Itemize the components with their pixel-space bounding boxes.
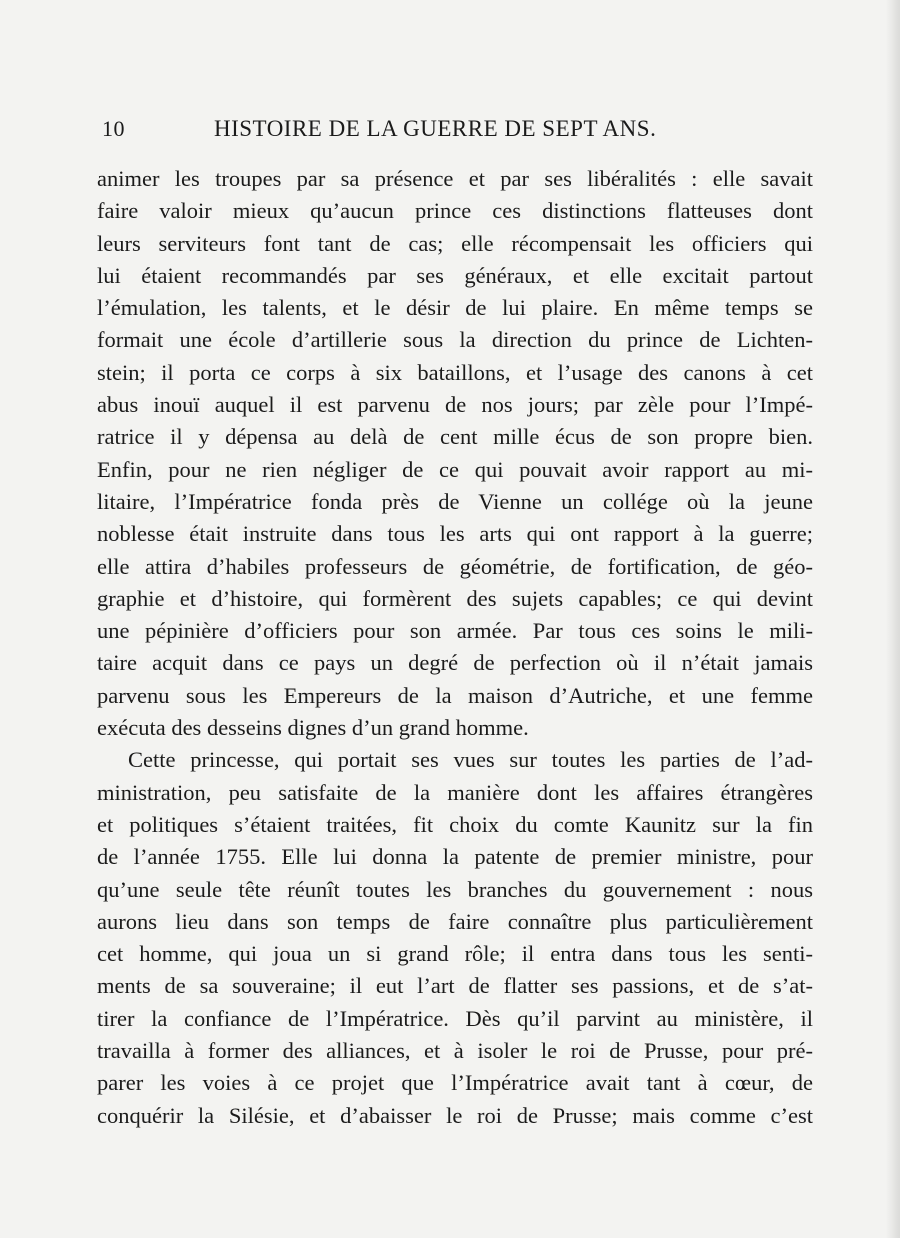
text-line: ratrice il y dépensa au delà de cent mille écus de son propre bien.	[97, 424, 813, 450]
text-line: taire acquit dans ce pays un degré de perfection où il n’était jamais	[97, 650, 813, 676]
text-line: une pépinière d’officiers pour son armée. Par tous ces soins le mili-	[97, 618, 813, 644]
text-line: Enfin, pour ne rien négliger de ce qui pouvait avoir rapport au mi-	[97, 456, 813, 482]
text-line: l’émulation, les talents, et le désir de lui plaire. En même temps se	[97, 295, 813, 321]
text-line: conquérir la Silésie, et d’abaisser le roi de Prusse; mais comme c’est	[97, 1102, 813, 1128]
text-line: travailla à former des alliances, et à isoler le roi de Prusse, pour pré-	[97, 1038, 813, 1064]
running-title: HISTOIRE DE LA GUERRE DE SEPT ANS.	[214, 116, 657, 141]
text-line: ministration, peu satisfaite de la manière dont les affaires étrangères	[97, 779, 813, 805]
paragraph-start-line: Cette princesse, qui portait ses vues sur toutes les parties de l’ad-	[128, 747, 813, 773]
body-text	[97, 163, 813, 1132]
page-number: 10	[102, 116, 125, 141]
text-line: parer les voies à ce projet que l’Impératrice avait tant à cœur, de	[97, 1070, 813, 1096]
text-line: lui étaient recommandés par ses généraux, et elle excitait partout	[97, 262, 813, 288]
text-line: faire valoir mieux qu’aucun prince ces distinctions flatteuses dont	[97, 198, 813, 224]
text-line: animer les troupes par sa présence et par ses libéralités : elle savait	[97, 166, 813, 191]
text-line: abus inouï auquel il est parvenu de nos jours; par zèle pour l’Impé-	[97, 392, 813, 418]
text-line: leurs serviteurs font tant de cas; elle récompensait les officiers qui	[97, 230, 813, 256]
text-line: litaire, l’Impératrice fonda près de Vienne un collége où la jeune	[97, 488, 813, 514]
running-head	[102, 116, 822, 150]
paragraph-end-line: exécuta des desseins dignes d’un grand homme.	[97, 715, 529, 741]
text-line: elle attira d’habiles professeurs de géométrie, de fortification, de géo-	[97, 553, 813, 579]
text-line: cet homme, qui joua un si grand rôle; il entra dans tous les senti-	[97, 941, 813, 967]
text-line: stein; il porta ce corps à six bataillons, et l’usage des canons à cet	[97, 359, 813, 385]
text-line: tirer la confiance de l’Impératrice. Dès qu’il parvint au ministère, il	[97, 1005, 813, 1031]
text-line: de l’année 1755. Elle lui donna la patente de premier ministre, pour	[97, 844, 813, 870]
text-line: formait une école d’artillerie sous la direction du prince de Lichten-	[97, 327, 813, 353]
text-line: et politiques s’étaient traitées, fit choix du comte Kaunitz sur la fin	[97, 811, 813, 837]
text-line: noblesse était instruite dans tous les arts qui ont rapport à la guerre;	[97, 521, 813, 547]
text-line: aurons lieu dans son temps de faire connaître plus particulièrement	[97, 908, 813, 934]
text-line: qu’une seule tête réunît toutes les branches du gouvernement : nous	[97, 876, 813, 902]
page-edge-shadow	[886, 0, 900, 1238]
text-line: ments de sa souveraine; il eut l’art de flatter ses passions, et de s’at-	[97, 973, 813, 999]
text-line: parvenu sous les Empereurs de la maison d’Autriche, et une femme	[97, 682, 813, 708]
text-line: graphie et d’histoire, qui formèrent des sujets capables; ce qui devint	[97, 585, 813, 611]
